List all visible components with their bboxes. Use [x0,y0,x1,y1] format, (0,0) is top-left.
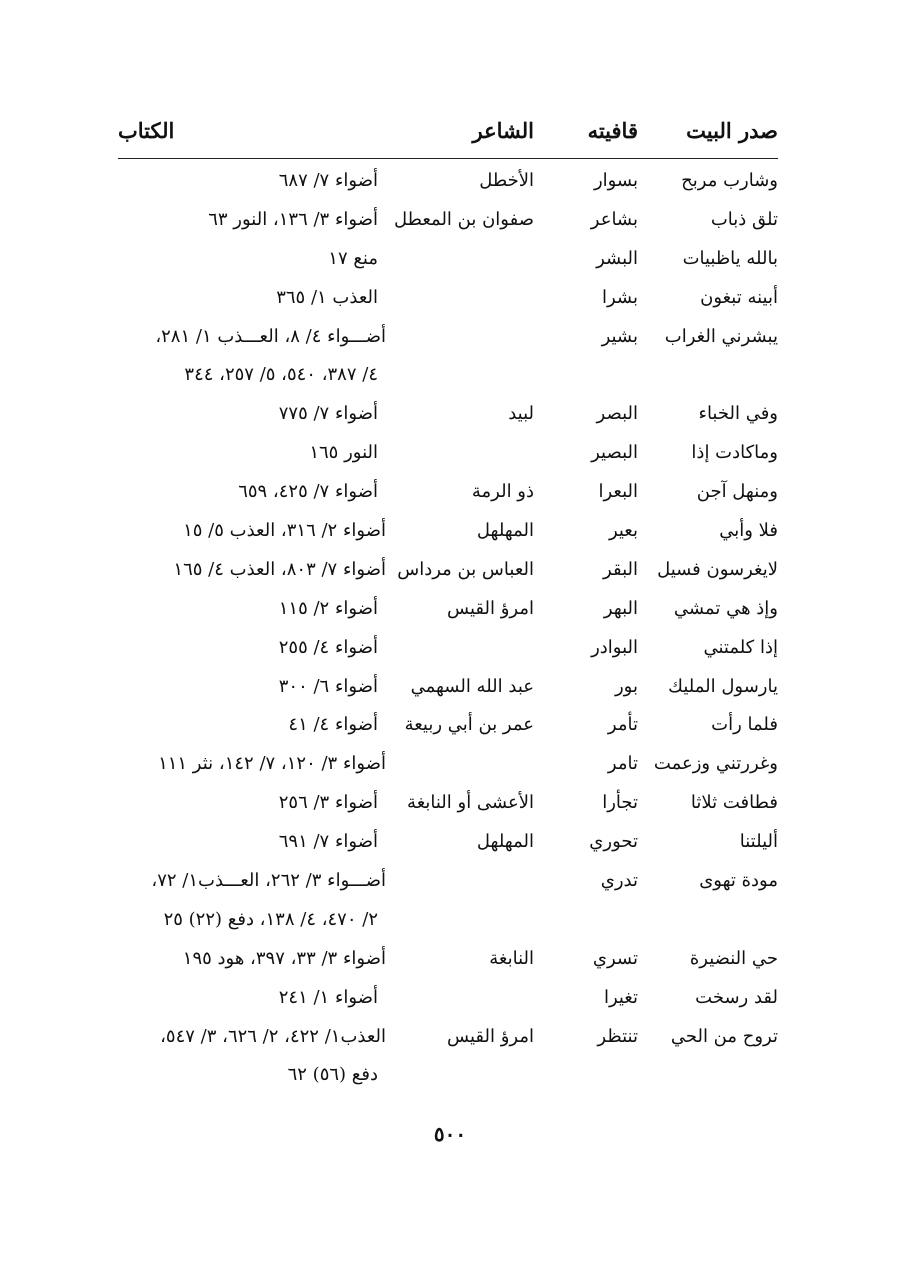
verse-cell: يبشرني الغراب [664,325,778,347]
verse-cell: وشارب مربح [681,170,778,191]
verse-cell: وغررتني وزعمت [653,753,778,775]
table-row [118,590,778,629]
poet-cell: العباس بن مرداس [397,558,534,580]
rhyme-cell: تجأرا [602,792,638,814]
header-verse: صدر البيت [686,118,778,143]
table-row [118,745,778,784]
book-cell: أضواء ٣/ ١٣٦، النور ٦٣ [208,208,378,230]
rhyme-cell: البعرا [598,481,638,503]
rhyme-cell: بشاعر [590,208,638,230]
book-cell: أضواء ٣/ ٣٣، ٣٩٧، هود ١٩٥ [182,947,386,969]
book-cell: أضـــواء ٤/ ٨، العـــذب ١/ ٢٨١، [155,325,386,347]
rhyme-cell: تنتظر [597,1025,638,1047]
poet-cell: الأعشى أو النابغة [407,792,534,814]
verse-cell: وماكادت إذا [691,442,778,464]
verse-cell: مودة تهوى [699,870,778,892]
verse-cell: بالله ياظبيات [682,247,778,269]
book-cell: أضواء ٣/ ٢٥٦ [278,792,378,814]
poet-cell: الأخطل [479,170,534,191]
table-row [118,551,778,590]
verse-cell: فلا وأبي [719,520,778,542]
rhyme-cell: بعير [608,520,638,542]
rhyme-cell: البصر [596,403,638,425]
rhyme-cell: البصير [591,442,638,464]
verse-cell: إذا كلمتني [703,636,778,658]
book-cell: أضواء ٧/ ٧٧٥ [278,403,378,425]
table-row [118,1018,778,1057]
poet-cell: ذو الرمة [471,481,534,503]
book-cell: أضواء ٧/ ٤٢٥، ٦٥٩ [238,481,378,503]
verse-cell: لايغرسون فسيل [657,558,778,580]
poet-cell: لبيد [508,403,534,425]
table-row [118,823,778,862]
table-row [118,162,778,201]
book-cell: أضواء ٦/ ٣٠٠ [278,675,378,697]
poet-cell: النابغة [489,947,534,969]
rhyme-cell: تسري [592,947,638,969]
book-cell: أضواء ٣/ ١٢٠، ٧/ ١٤٢، نثر ١١١ [158,753,386,775]
rhyme-cell: البهر [603,597,638,619]
book-cell: أضواء ٧/ ٨٠٣، العذب ٤/ ١٦٥ [173,558,386,580]
table-row [118,940,778,979]
poet-cell: المهلهل [476,520,534,542]
rhyme-cell: البشر [596,247,638,269]
book-cell: أضواء ٧/ ٦٨٧ [278,170,378,191]
rhyme-cell: بسوار [593,170,638,191]
book-cell: أضواء ٤/ ٤١ [288,714,378,736]
table-row [118,784,778,823]
rhyme-cell: بور [614,675,638,697]
table-row [118,356,778,395]
rhyme-cell: البوادر [591,636,638,658]
poet-cell: امرؤ القيس [447,1025,534,1047]
index-table [118,162,778,1095]
header-divider [118,158,778,159]
book-cell: أضواء ١/ ٢٤١ [278,986,378,1008]
verse-cell: أليلتنا [739,831,778,853]
table-row [118,240,778,279]
poet-cell: المهلهل [476,831,534,853]
page-number: ٥٠٠ [433,1122,467,1146]
rhyme-cell: تامر [607,753,638,775]
verse-cell: تلق ذباب [710,208,778,230]
rhyme-cell: بشير [601,325,638,347]
table-row [118,668,778,707]
verse-cell: وإذ هي تمشي [673,597,778,619]
verse-cell: حي النضيرة [689,947,778,969]
verse-cell: أبينه تبغون [700,286,778,308]
book-cell: النور ١٦٥ [309,442,378,464]
table-row [118,706,778,745]
book-cell: منع ١٧ [328,247,378,269]
book-cell: العذب ١/ ٣٦٥ [276,286,378,308]
verse-cell: ومنهل آجن [696,481,778,503]
table-row [118,395,778,434]
table-row [118,629,778,668]
table-row [118,279,778,318]
poet-cell: صفوان بن المعطل [393,208,534,230]
table-row [118,901,778,940]
book-cell: العذب١/ ٤٢٢، ٢/ ٦٢٦، ٣/ ٥٤٧، [160,1025,386,1047]
header-poet: الشاعر [472,118,534,143]
book-cell: أضواء ٢/ ٣١٦، العذب ٥/ ١٥ [183,520,386,542]
rhyme-cell: تدري [600,870,638,892]
header-book: الكتاب [118,118,175,143]
poet-cell: عبد الله السهمي [410,675,534,697]
table-row [118,862,778,901]
poet-cell: امرؤ القيس [447,597,534,619]
table-row [118,201,778,240]
book-cell: ٤/ ٣٨٧، ٥٤٠، ٥/ ٢٥٧، ٣٤٤ [184,364,378,386]
verse-cell: فلما رأت [711,714,778,736]
verse-cell: تروح من الحي [670,1025,778,1047]
rhyme-cell: تأمر [607,714,638,736]
verse-cell: يارسول المليك [668,675,778,697]
table-header [118,118,778,150]
table-row [118,434,778,473]
verse-cell: لقد رسخت [695,986,778,1008]
rhyme-cell: البقر [603,558,638,580]
verse-cell: فطافت ثلاثا [690,792,778,814]
book-cell: ٢/ ٤٧٠، ٤/ ١٣٨، دفع (٢٢) ٢٥ [163,908,378,930]
book-cell: أضواء ٧/ ٦٩١ [278,831,378,853]
table-row [118,318,778,357]
table-row [118,979,778,1018]
verse-cell: وفي الخباء [698,403,778,425]
table-row [118,473,778,512]
book-cell: دفع (٥٦) ٦٢ [287,1064,378,1086]
table-row [118,512,778,551]
poet-cell: عمر بن أبي ربيعة [404,714,534,736]
book-cell: أضواء ٤/ ٢٥٥ [278,636,378,658]
rhyme-cell: تغيرا [603,986,638,1008]
book-cell: أضواء ٢/ ١١٥ [278,597,378,619]
table-row [118,1056,778,1095]
header-rhyme: قافيته [587,118,638,143]
book-cell: أضـــواء ٣/ ٢٦٢، العـــذب١/ ٧٢، [151,870,386,892]
rhyme-cell: بشرا [602,286,638,308]
rhyme-cell: تحوري [589,831,638,853]
